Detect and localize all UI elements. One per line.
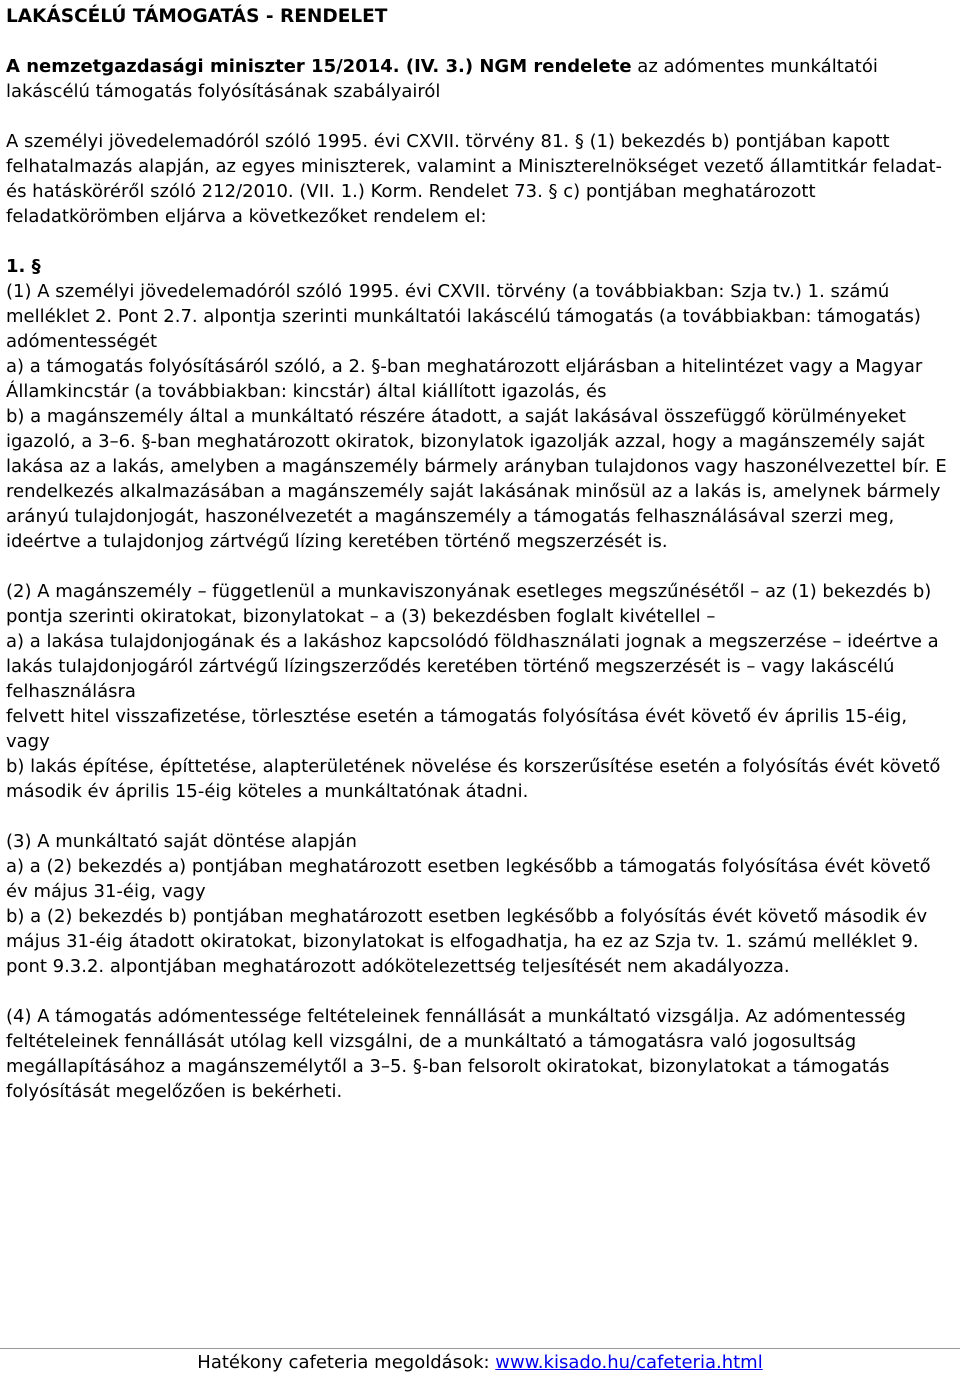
document-title: LAKÁSCÉLÚ TÁMOGATÁS - RENDELET [6, 6, 388, 27]
decree-subtitle-rest: az adómentes munkáltatói lakáscélú támogatás folyósításának szabályairól [6, 56, 878, 102]
footer-divider [0, 1348, 960, 1349]
decree-subtitle [6, 54, 954, 104]
paragraph-2-intro: (2) A magánszemély – függetlenül a munkaviszonyának esetleges megszűnésétől – az (1) bekezdés b) pontja szerinti okiratokat, bizonylatokat – a (3) bekezdésben foglalt kivétellel – [6, 581, 932, 627]
paragraph-4: (4) A támogatás adómentessége feltételeinek fennállását a munkáltató vizsgálja. Az adómentesség feltételeinek fennállását utólag kell vizsgálni, de a munkáltató a támogatásra való jogosultság megállapításához a magánszemélytől a 3–5. §-ban felsorolt okiratokat, bizonylatokat a támogatás folyósítását megelőzően is bekérheti. [6, 1006, 906, 1102]
paragraph-1 [6, 279, 954, 554]
paragraph-1-b: b) a magánszemély által a munkáltató részére átadott, a saját lakásával összefüggő körülményeket igazoló, a 3–6. §-ban meghatározott okiratok, bizonylatok igazolják azzal, hogy a magánszemély saját lakása az a lakás, amelyben a magánszemély bármely arányban tulajdonos vagy haszonélvezettel bír. E rendelkezés alkalmazásában a magánszemély saját lakásának minősül az a lakás is, amelynek bármely arányú tulajdonjogát, haszonélvezetét a magánszemély a támogatás felhasználásával szerzi meg, ideértve a tulajdonjog zártvégű lízing keretében történő megszerzését is. [6, 406, 947, 552]
page-footer [0, 1352, 960, 1374]
paragraph-1-a: a) a támogatás folyósításáról szóló, a 2. §-ban meghatározott eljárásban a hitelintézet vagy a Magyar Államkincstár (a továbbiakban: kincstár) által kiállított igazolás, és [6, 356, 923, 402]
section-heading: 1. § [6, 256, 41, 277]
decree-subtitle-bold: A nemzetgazdasági miniszter 15/2014. (IV. 3.) NGM rendelete [6, 56, 632, 77]
paragraph-2 [6, 579, 954, 804]
paragraph-3 [6, 829, 954, 979]
paragraph-1-intro: (1) A személyi jövedelemadóról szóló 1995. évi CXVII. törvény (a továbbiakban: Szja tv.) 1. számú melléklet 2. Pont 2.7. alpontja szerinti munkáltatói lakáscélú támogatás (a továbbiakban: támogatás) adómentességét [6, 281, 921, 352]
footer-text: Hatékony cafeteria megoldások: [197, 1352, 496, 1373]
document-page [6, 4, 954, 1104]
paragraph-3-intro: (3) A munkáltató saját döntése alapján [6, 831, 357, 852]
paragraph-2-b: b) lakás építése, építtetése, alapterületének növelése és korszerűsítése esetén a folyósítás évét követő második év április 15-éig köteles a munkáltatónak átadni. [6, 756, 941, 802]
paragraph-2-a-cont: felvett hitel visszafizetése, törlesztése esetén a támogatás folyósítása évét követő év április 15-éig, vagy [6, 706, 908, 752]
footer-link[interactable]: www.kisado.hu/cafeteria.html [495, 1352, 763, 1373]
paragraph-2-a: a) a lakása tulajdonjogának és a lakáshoz kapcsolódó földhasználati jognak a megszerzése – ideértve a lakás tulajdonjogáról zártvégű lízingszerződés keretében történő megszerzését is – vagy lakáscélú felhasználásra [6, 631, 939, 702]
preamble: A személyi jövedelemadóról szóló 1995. évi CXVII. törvény 81. § (1) bekezdés b) pontjában kapott felhatalmazás alapján, az egyes miniszterek, valamint a Miniszterelnökséget vezető államtitkár feladat- és hatásköréről szóló 212/2010. (VII. 1.) Korm. Rendelet 73. § c) pontjában meghatározott feladatkörömben eljárva a következőket rendelem el: [6, 131, 943, 227]
paragraph-3-a: a) a (2) bekezdés a) pontjában meghatározott esetben legkésőbb a támogatás folyósítása évét követő év május 31-éig, vagy [6, 856, 931, 902]
paragraph-3-b: b) a (2) bekezdés b) pontjában meghatározott esetben legkésőbb a folyósítás évét követő második év május 31-éig átadott okiratokat, bizonylatokat is elfogadhatja, ha ez az Szja tv. 1. számú melléklet 9. pont 9.3.2. alpontjában meghatározott adókötelezettség teljesítését nem akadályozza. [6, 906, 928, 977]
